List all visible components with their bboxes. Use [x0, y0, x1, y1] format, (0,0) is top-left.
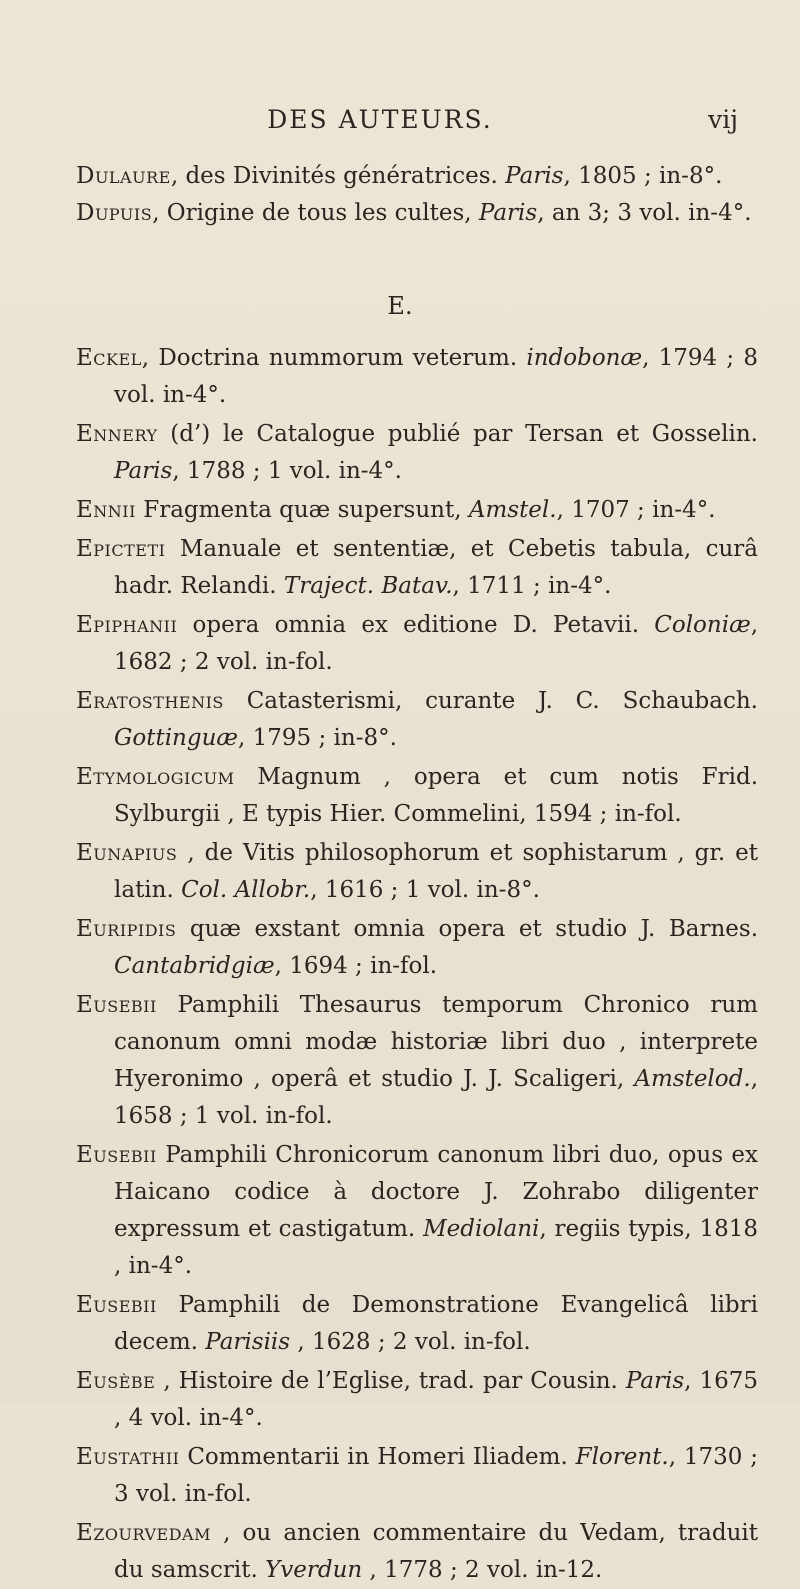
entry-details: , 1707 ; in-4°.	[556, 497, 716, 523]
entry-author: Eusebii	[76, 992, 157, 1018]
bibliography-entry	[76, 1439, 758, 1513]
entry-text: quæ exstant omnia opera et studio J. Barnes.	[176, 916, 758, 942]
entry-details: , 1711 ; in-4°.	[452, 573, 612, 599]
entry-place: Paris	[505, 163, 564, 189]
entry-text: Magnum , opera et cum notis Frid. Sylburgii , E typis Hier. Commelini, 1594 ; in-fol.	[114, 764, 758, 827]
entry-details: , 1788 ; 1 vol. in-4°.	[172, 458, 402, 484]
entry-text: (d’) le Catalogue publié par Tersan et Gosselin.	[157, 421, 758, 447]
entry-place: Florent.	[575, 1444, 669, 1470]
entry-text: , Doctrina nummorum veterum.	[141, 345, 527, 371]
entry-place: Col. Allobr.	[181, 877, 311, 903]
entry-text: , de Vitis philosophorum et sophistarum , gr. et latin.	[114, 840, 758, 903]
entry-author: Dulaure	[76, 163, 171, 189]
entry-place: Coloniæ	[654, 612, 751, 638]
bibliography-entry	[76, 1137, 758, 1285]
bibliography-entry	[76, 492, 758, 529]
entry-author: Eratosthenis	[76, 688, 224, 714]
entry-author: Epiphanii	[76, 612, 178, 638]
bibliography-entry	[76, 987, 758, 1135]
entry-author: Ennii	[76, 497, 136, 523]
entry-place: Cantabridgiæ	[114, 953, 275, 979]
entry-place: Mediolani	[423, 1216, 540, 1242]
section-letter: E.	[387, 292, 413, 320]
entry-author: Eusèbe	[76, 1368, 156, 1394]
entry-details: , 1694 ; in-fol.	[274, 953, 438, 979]
entry-details: , 1794 ; 8 vol. in-4°.	[114, 345, 758, 408]
entry-author: Eckel	[76, 345, 142, 371]
entry-details: , 1805 ; in-8°.	[563, 163, 723, 189]
entry-author: Eustathii	[76, 1444, 180, 1470]
entry-place: Paris	[478, 200, 538, 226]
entry-text: , ou ancien commentaire du Vedam, traduit du samscrit.	[114, 1520, 758, 1583]
entry-place: Paris	[625, 1368, 685, 1394]
bibliography-entry	[76, 835, 758, 909]
entry-author: Epicteti	[76, 536, 166, 562]
entry-text: , Origine de tous les cultes,	[152, 200, 479, 226]
bibliography-entry	[76, 416, 758, 490]
entry-details: , 1658 ; 1 vol. in-fol.	[114, 1066, 758, 1129]
page-header	[0, 105, 800, 145]
bibliography-entry	[76, 1287, 758, 1361]
bibliography-entry	[76, 683, 758, 757]
bibliography-entry	[76, 340, 758, 414]
entry-author: Ezourvedam	[76, 1520, 211, 1546]
entry-author: Dupuis	[76, 200, 153, 226]
entry-place: Gottinguæ	[114, 725, 239, 751]
entry-details: , 1682 ; 2 vol. in-fol.	[114, 612, 758, 675]
bibliography-entry	[76, 158, 758, 195]
entry-place: Amstel.	[468, 497, 557, 523]
entry-text: Pamphili de Demonstratione Evangelicâ libri decem.	[114, 1292, 758, 1355]
entry-author: Etymologicum	[76, 764, 235, 790]
bibliography-entry	[76, 759, 758, 833]
entry-details: , 1730 ; 3 vol. in-fol.	[114, 1444, 759, 1507]
entry-author: Eusebii	[76, 1292, 157, 1318]
entry-details: , 1795 ; in-8°.	[238, 725, 397, 751]
bibliography-entry	[76, 195, 758, 232]
entry-details: , 1628 ; 2 vol. in-fol.	[290, 1329, 531, 1355]
bibliography-entry	[76, 531, 758, 605]
entry-place: Parisiis	[205, 1329, 291, 1355]
bibliography-entry	[76, 911, 758, 985]
entry-place: Yverdun	[265, 1557, 363, 1583]
entry-place: Traject. Batav.	[283, 573, 453, 599]
entry-author: Euripidis	[76, 916, 177, 942]
entry-details: , an 3; 3 vol. in-4°.	[537, 200, 752, 226]
entry-details: , 1616 ; 1 vol. in-8°.	[310, 877, 540, 903]
entry-place: Amstelod.	[634, 1066, 751, 1092]
bibliography-entry	[76, 1363, 758, 1437]
entry-place: indobonæ	[526, 345, 643, 371]
entry-author: Eunapius	[76, 840, 178, 866]
entry-text: , Histoire de l’Eglise, trad. par Cousin.	[155, 1368, 626, 1394]
entry-text: Fragmenta quæ supersunt,	[135, 497, 469, 523]
entry-text: Catasterismi, curante J. C. Schaubach.	[223, 688, 758, 714]
entry-text: , des Divinités génératrices.	[170, 163, 506, 189]
entry-text: Pamphili Chronicorum canonum libri duo, opus ex Haicano codice à doctore J. Zohrabo diligenter expressum et castigatum.	[114, 1142, 758, 1242]
entry-place: Paris	[114, 458, 173, 484]
bibliography-entry	[76, 1515, 758, 1589]
running-head: DES AUTEURS.	[267, 105, 493, 134]
entry-details: , 1778 ; 2 vol. in-12.	[362, 1557, 603, 1583]
entry-text: Manuale et sententiæ, et Cebetis tabula, curâ hadr. Relandi.	[114, 536, 758, 599]
entry-details: , regiis typis, 1818 , in-4°.	[114, 1216, 758, 1279]
entry-details: , 1675 , 4 vol. in-4°.	[114, 1368, 758, 1431]
entry-text: Pamphili Thesaurus temporum Chronico rum canonum omni modæ historiæ libri duo , interprete Hyeronimo , operâ et studio J. J. Scaligeri,	[114, 992, 758, 1092]
page-number: vij	[708, 105, 738, 134]
entry-author: Eusebii	[76, 1142, 157, 1168]
entry-text: Commentarii in Homeri Iliadem.	[179, 1444, 576, 1470]
bibliography-entry	[76, 607, 758, 681]
entry-author: Ennery	[76, 421, 158, 447]
entry-text: opera omnia ex editione D. Petavii.	[177, 612, 655, 638]
